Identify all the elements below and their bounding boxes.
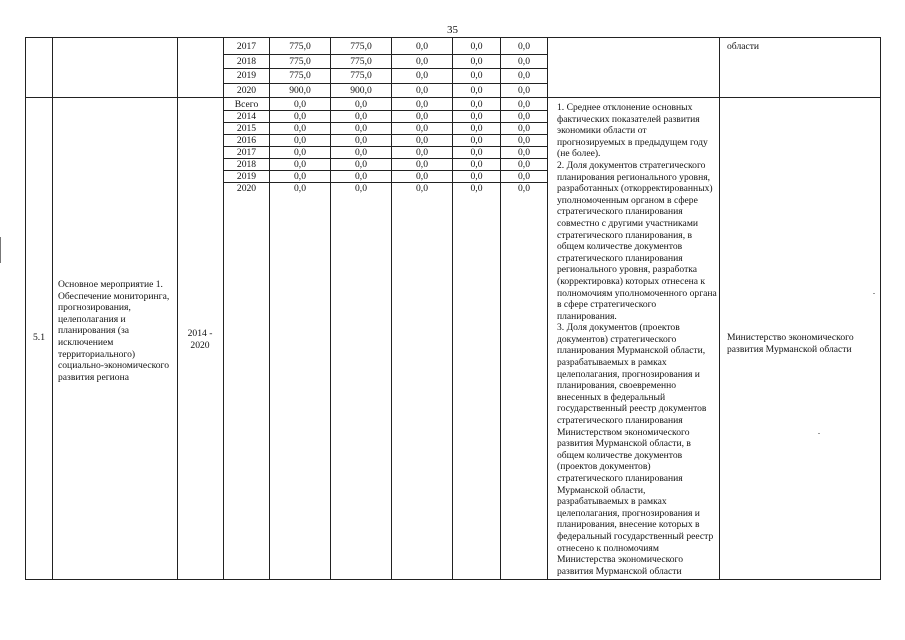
upper-row-divider (223, 83, 547, 84)
value-cell: 0,0 (470, 135, 483, 146)
value-cell: 0,0 (416, 99, 428, 110)
value-cell: 0,0 (470, 70, 483, 81)
value-cell: 775,0 (289, 56, 311, 67)
value-cell: 0,0 (416, 135, 428, 146)
upper-row-divider (223, 54, 547, 55)
column-divider (719, 37, 720, 580)
year-cell: 2017 (236, 41, 257, 52)
column-divider (177, 37, 178, 580)
period-cell: 2014 - 2020 (187, 328, 213, 351)
year-cell: 2019 (236, 70, 257, 81)
year-cell: 2020 (236, 183, 257, 194)
value-cell: 0,0 (355, 183, 367, 194)
value-cell: 0,0 (518, 99, 530, 110)
value-cell: 0,0 (470, 147, 483, 158)
value-cell: 0,0 (518, 56, 530, 67)
value-cell: 0,0 (416, 111, 428, 122)
value-cell: 775,0 (289, 70, 311, 81)
value-cell: 0,0 (416, 70, 428, 81)
value-cell: 0,0 (518, 183, 530, 194)
value-cell: 0,0 (518, 147, 530, 158)
value-cell: 0,0 (470, 159, 483, 170)
row-number: 5.1 (33, 332, 45, 343)
value-cell: 0,0 (518, 171, 530, 182)
value-cell: 0,0 (355, 171, 367, 182)
value-cell: 0,0 (355, 135, 367, 146)
value-cell: 0,0 (470, 111, 483, 122)
value-cell: 0,0 (416, 171, 428, 182)
year-cell: 2016 (236, 135, 257, 146)
table-right-border (880, 37, 881, 580)
year-cell: 2017 (236, 147, 257, 158)
value-cell: 0,0 (355, 159, 367, 170)
value-cell: 900,0 (289, 85, 311, 96)
value-cell: 0,0 (470, 171, 483, 182)
value-cell: 0,0 (470, 41, 483, 52)
value-cell: 775,0 (350, 70, 372, 81)
year-cell: 2018 (236, 159, 257, 170)
year-cell: 2014 (236, 111, 257, 122)
value-cell: 0,0 (518, 70, 530, 81)
year-cell: 2015 (236, 123, 257, 134)
value-cell: 0,0 (294, 135, 306, 146)
value-cell: 0,0 (416, 159, 428, 170)
value-cell: 775,0 (350, 56, 372, 67)
value-cell: 0,0 (294, 147, 306, 158)
activity-name: Основное мероприятие 1. Обеспечение мониторинга, прогнозирования, целеполагания и планирования (за исключением территориального) социально-экономического развития региона (58, 279, 170, 383)
indicators-text: 1. Среднее отклонение основных фактических показателей развития экономики области от прогнозируемых в предыдущем году (не более). 2. Доля документов стратегического планирования регионального уровня, разработанных (откорректированных) уполномоченным органом в сфере стратегического планирования совместно с другими участниками стратегического планирования, в общем количестве документов стратегического планирования регионального уровня, разработка (корректировка) которых отнесена к полномочиям уполномоченного органа в сфере стратегического планирования. 3. Доля документов (проектов документов) стратегического планирования Мурманской области, разрабатываемых в рамках целеполагания, прогнозирования и планирования, своевременно внесенных в федеральный государственный реестр документов стратегического планирования Министерством экономического развития Мурманской области, в общем количестве документов (проектов документов) стратегического планирования Мурманской области, разрабатываемых в рамках целеполагания, прогнозирования и планирования, внесение которых в федеральный государственный реестр отнесено к полномочиям Министерства экономического развития Мурманской области (557, 102, 717, 577)
column-divider (547, 37, 548, 580)
value-cell: 0,0 (294, 99, 306, 110)
column-divider (52, 37, 53, 580)
value-cell: 0,0 (470, 56, 483, 67)
value-cell: 0,0 (416, 183, 428, 194)
value-cell: 0,0 (294, 111, 306, 122)
value-cell: 0,0 (294, 159, 306, 170)
value-cell: 0,0 (470, 85, 483, 96)
scan-speck (818, 433, 820, 434)
value-cell: 0,0 (470, 123, 483, 134)
table-left-border (25, 37, 26, 580)
year-cell: Всего (234, 99, 259, 110)
year-cell: 2019 (236, 171, 257, 182)
value-cell: 0,0 (355, 123, 367, 134)
value-cell: 0,0 (416, 147, 428, 158)
value-cell: 0,0 (416, 85, 428, 96)
executor-cell: Министерство экономического развития Мурманской области (727, 332, 854, 355)
page-number: 35 (447, 24, 458, 36)
value-cell: 0,0 (470, 183, 483, 194)
upper-row-divider (223, 68, 547, 69)
scan-edge-mark (0, 237, 1, 263)
value-cell: 0,0 (355, 111, 367, 122)
value-cell: 0,0 (518, 135, 530, 146)
value-cell: 0,0 (294, 123, 306, 134)
value-cell: 0,0 (416, 123, 428, 134)
value-cell: 0,0 (416, 41, 428, 52)
scan-speck (873, 293, 875, 294)
value-cell: 0,0 (416, 56, 428, 67)
value-cell: 900,0 (350, 85, 372, 96)
value-cell: 775,0 (350, 41, 372, 52)
value-cell: 0,0 (518, 85, 530, 96)
year-cell: 2020 (236, 85, 257, 96)
value-cell: 0,0 (518, 41, 530, 52)
value-cell: 0,0 (470, 99, 483, 110)
executor-cell: области (727, 41, 760, 52)
value-cell: 0,0 (294, 183, 306, 194)
value-cell: 0,0 (355, 99, 367, 110)
value-cell: 0,0 (518, 111, 530, 122)
value-cell: 0,0 (518, 123, 530, 134)
year-cell: 2018 (236, 56, 257, 67)
value-cell: 0,0 (518, 159, 530, 170)
value-cell: 0,0 (355, 147, 367, 158)
value-cell: 775,0 (289, 41, 311, 52)
value-cell: 0,0 (294, 171, 306, 182)
